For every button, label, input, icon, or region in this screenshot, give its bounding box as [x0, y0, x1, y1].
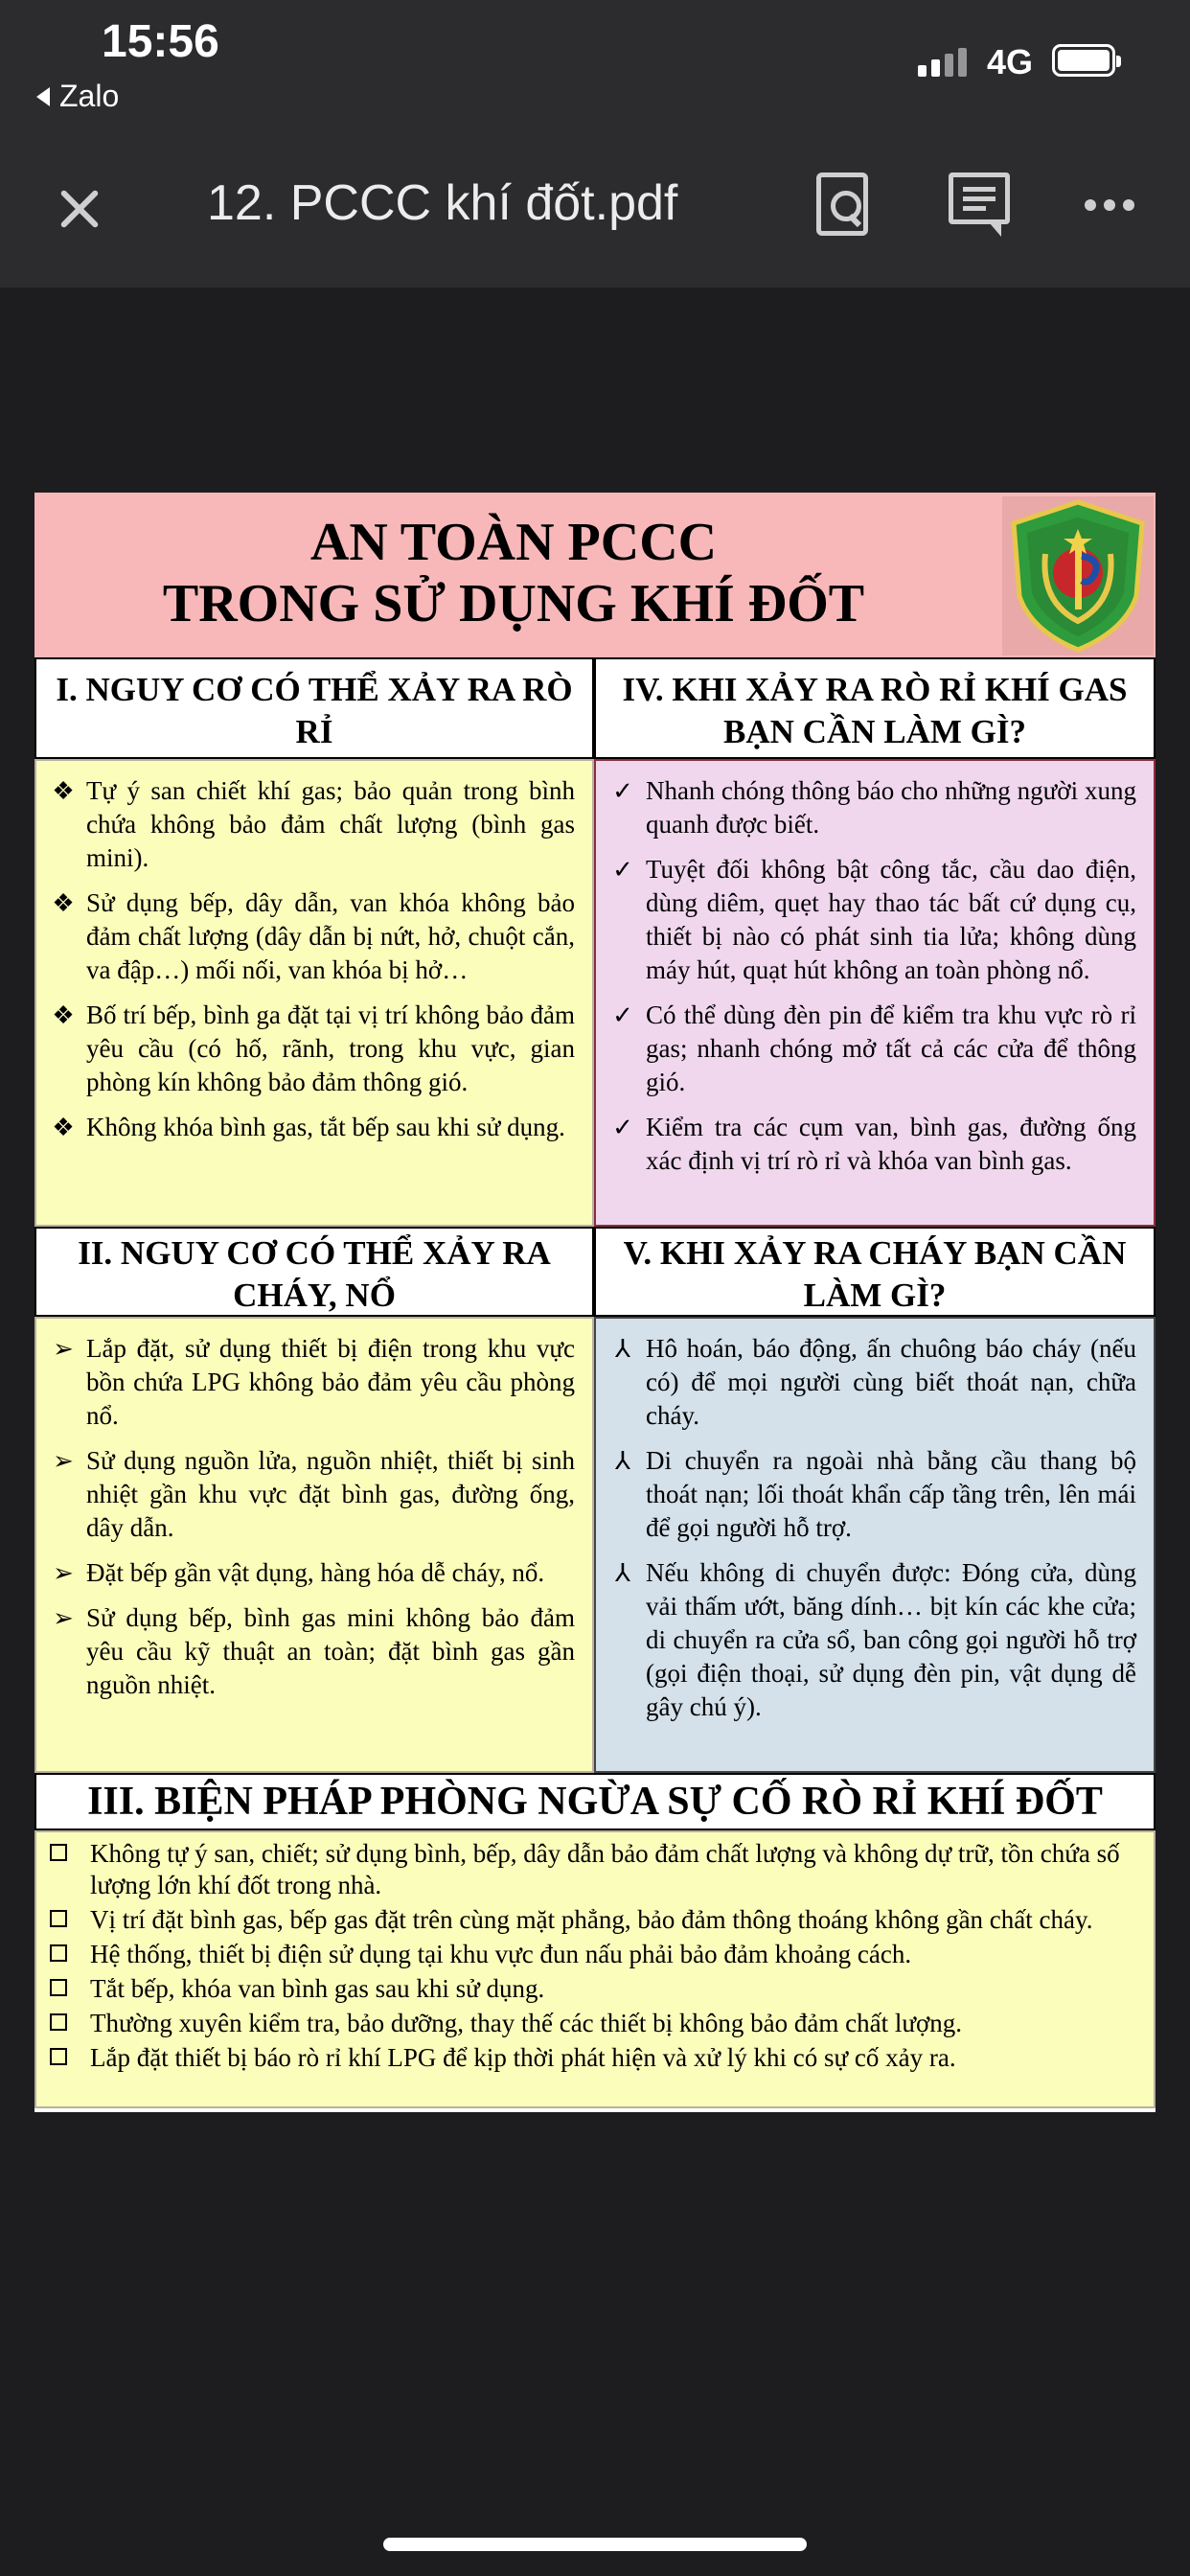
- section-5-heading: V. KHI XẢY RA CHÁY BẠN CẦN LÀM GÌ?: [594, 1227, 1156, 1317]
- list-item: ⅄ Nếu không di chuyển được: Đóng cửa, dùng vải thấm ướt, băng dính… bịt kín các khe cửa; di chuyển ra cửa sổ, ban công gọi người hỗ trợ (gọi điện thoại, sử dụng đèn pin, vật dụng dễ gây chú ý).: [615, 1558, 1136, 1721]
- section-5-panel: [594, 1317, 1156, 1773]
- poster-title: AN TOÀN PCCC TRONG SỬ DỤNG KHÍ ĐỐT: [162, 513, 865, 633]
- back-to-app-link[interactable]: [36, 79, 119, 114]
- section-3-panel: [34, 1830, 1156, 2108]
- section-3-heading: III. BIỆN PHÁP PHÒNG NGỪA SỰ CỐ RÒ RỈ KHÍ ĐỐT: [34, 1773, 1156, 1830]
- list-item: ❖ Không khóa bình gas, tắt bếp sau khi sử dụng.: [52, 1113, 565, 1141]
- list-item: ⅄ Di chuyển ra ngoài nhà bằng cầu thang bộ thoát nạn; lối thoát khẩn cấp tầng trên, lên mái để gọi người hỗ trợ.: [615, 1446, 1136, 1542]
- list-item: ✓ Kiểm tra các cụm van, bình gas, đường ống xác định vị trí rò rỉ và khóa van bình gas.: [612, 1113, 1136, 1175]
- section-4-panel: [594, 759, 1156, 1227]
- list-item: ➢ Lắp đặt, sử dụng thiết bị điện trong khu vực bồn chứa LPG không bảo đảm yêu cầu phòng nổ.: [53, 1334, 575, 1430]
- list-item: Tắt bếp, khóa van bình gas sau khi sử dụng.: [42, 1973, 1140, 2005]
- list-item: ➢ Sử dụng bếp, bình gas mini không bảo đảm yêu cầu kỹ thuật an toàn; đặt bình gas gần nguồn nhiệt.: [53, 1603, 575, 1699]
- home-indicator[interactable]: [383, 2538, 807, 2551]
- list-item: ➢ Sử dụng nguồn lửa, nguồn nhiệt, thiết bị sinh nhiệt gần khu vực đặt bình gas, đường ống, dây dẫn.: [53, 1446, 575, 1542]
- fire-police-emblem-icon: [1002, 496, 1154, 656]
- status-bar: [0, 0, 1190, 125]
- list-item: Lắp đặt thiết bị báo rò rỉ khí LPG để kịp thời phát hiện và xử lý khi có sự cố xảy ra.: [42, 2042, 1140, 2074]
- list-item: Thường xuyên kiểm tra, bảo dưỡng, thay thế các thiết bị không bảo đảm chất lượng.: [42, 2008, 1140, 2039]
- list-item: Hệ thống, thiết bị điện sử dụng tại khu vực đun nấu phải bảo đảm khoảng cách.: [42, 1939, 1140, 1970]
- section-2-heading: II. NGUY CƠ CÓ THỂ XẢY RA CHÁY, NỔ: [34, 1227, 594, 1317]
- network-type: 4G: [987, 42, 1034, 81]
- pdf-page: [34, 493, 1156, 2112]
- doc-search-icon[interactable]: [816, 172, 868, 236]
- file-title: 12. PCCC khí đốt.pdf: [207, 175, 678, 231]
- poster-banner: [34, 493, 1156, 657]
- list-item: ✓ Tuyệt đối không bật công tắc, cầu dao điện, dùng diêm, quẹt hay thao tác bất cứ dụng cụ, thiết bị nào có phát sinh tia lửa; không dùng máy hút, quạt hút không an toàn phòng nổ.: [612, 855, 1136, 984]
- comment-icon[interactable]: [949, 172, 1010, 224]
- back-app-label: Zalo: [59, 79, 120, 113]
- list-item: ❖ Bố trí bếp, bình ga đặt tại vị trí không bảo đảm yêu cầu (có hố, rãnh, trong khu vực, gian phòng kín không bảo đảm thông gió.: [52, 1000, 575, 1096]
- list-item: ⅄ Hô hoán, báo động, ấn chuông báo cháy (nếu có) để mọi người cùng biết thoát nạn, chữa cháy.: [615, 1334, 1136, 1430]
- list-item: ➢ Đặt bếp gần vật dụng, hàng hóa dễ cháy, nổ.: [53, 1558, 545, 1587]
- signal-icon: [918, 48, 967, 77]
- list-item: ✓ Có thể dùng đèn pin để kiểm tra khu vực rò rỉ gas; nhanh chóng mở tất cả các cửa để thông gió.: [612, 1000, 1136, 1096]
- section-2-panel: [34, 1317, 594, 1773]
- list-item: Vị trí đặt bình gas, bếp gas đặt trên cùng mặt phẳng, bảo đảm thông thoáng không gần chất cháy.: [42, 1904, 1140, 1936]
- list-item: ❖ Tự ý san chiết khí gas; bảo quản trong bình chứa không bảo đảm chất lượng (bình gas mini).: [52, 776, 575, 872]
- back-triangle-icon: [36, 87, 50, 106]
- section-1-heading: I. NGUY CƠ CÓ THỂ XẢY RA RÒ RỈ: [34, 657, 594, 759]
- list-item: ❖ Sử dụng bếp, dây dẫn, van khóa không bảo đảm chất lượng (dây dẫn bị nứt, hở, chuột cắn, va đập…) mối nối, van khóa bị hở…: [52, 888, 575, 984]
- status-time: 15:56: [102, 16, 219, 67]
- list-item: ✓ Nhanh chóng thông báo cho những người xung quanh được biết.: [612, 776, 1136, 839]
- list-item: Không tự ý san, chiết; sử dụng bình, bếp, dây dẫn bảo đảm chất lượng và không dự trữ, tồn chứa số lượng lớn khí đốt trong nhà.: [42, 1838, 1140, 1901]
- section-4-heading: IV. KHI XẢY RA RÒ RỈ KHÍ GAS BẠN CẦN LÀM GÌ?: [594, 657, 1156, 759]
- more-icon[interactable]: [1085, 199, 1134, 211]
- section-1-panel: [34, 759, 594, 1227]
- close-icon[interactable]: [52, 180, 109, 238]
- pdf-viewer-toolbar: [0, 125, 1190, 288]
- battery-icon: [1052, 44, 1115, 77]
